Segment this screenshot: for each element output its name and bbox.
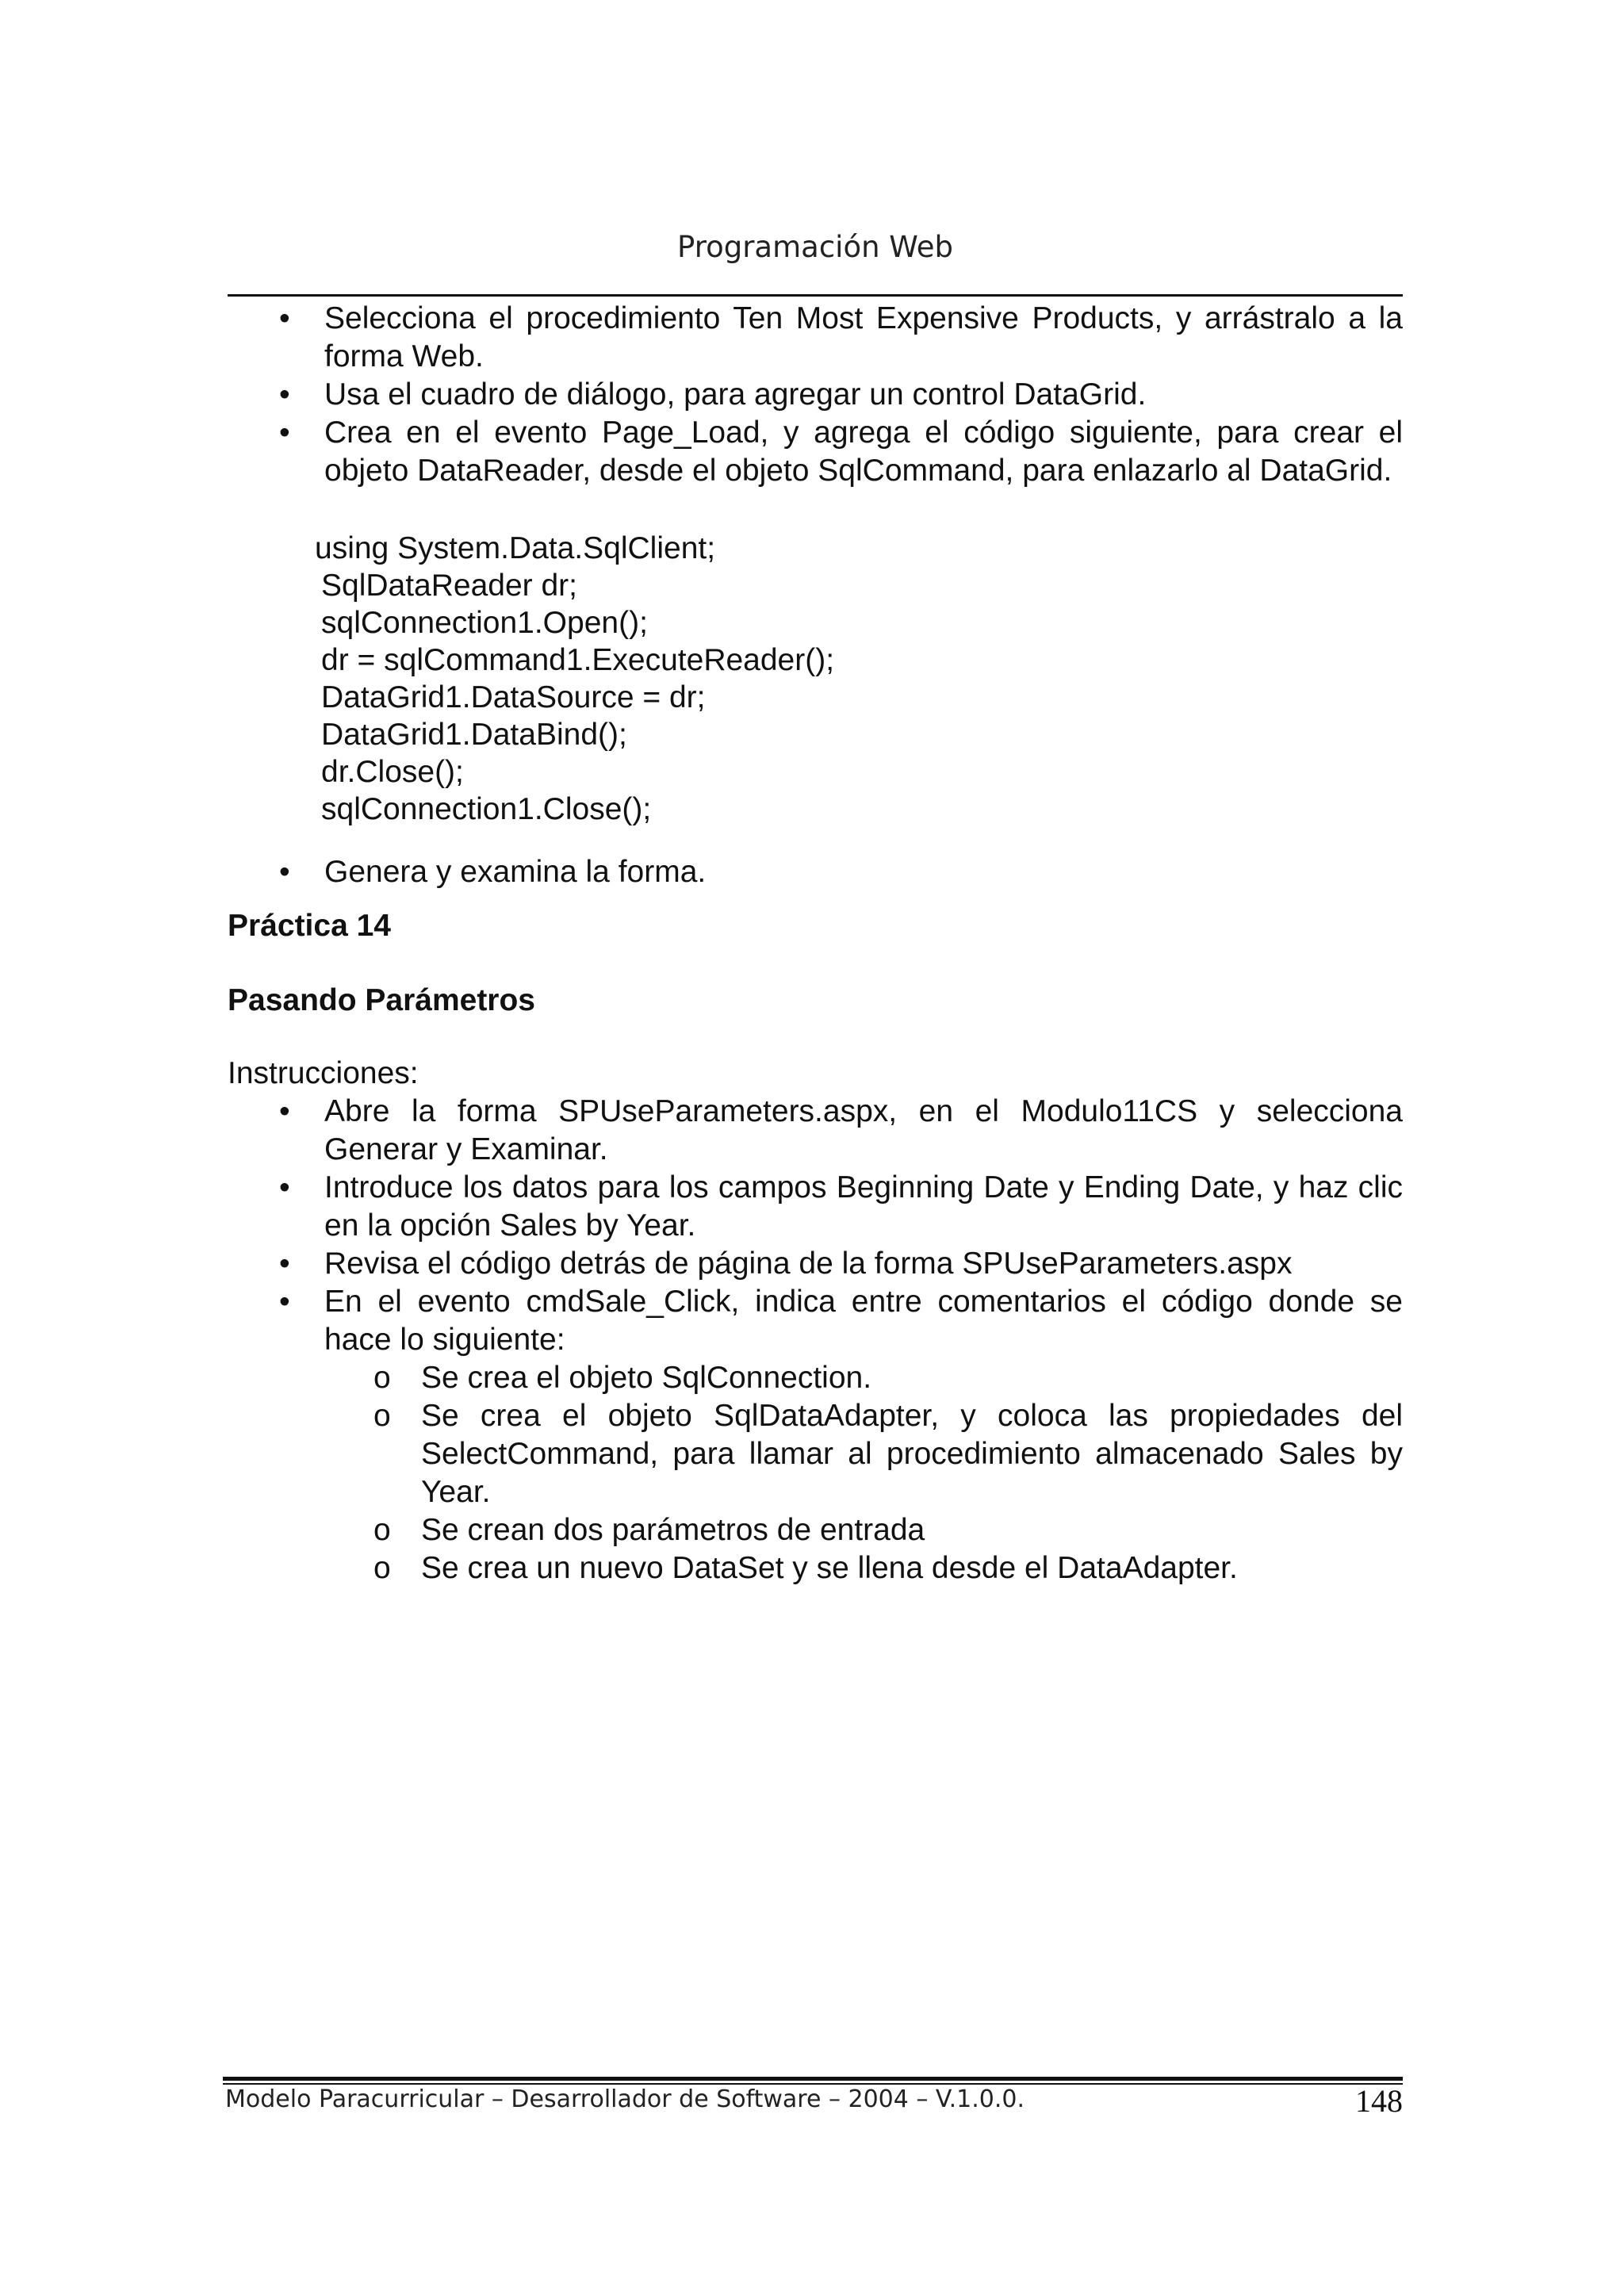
page-body — [228, 300, 1403, 1587]
sub-list-item — [228, 1397, 1403, 1511]
code-line: sqlConnection1.Open(); — [321, 606, 648, 640]
code-line: DataGrid1.DataSource = dr; — [321, 680, 706, 714]
bullet-icon: • — [279, 416, 290, 450]
bullet-icon: • — [279, 1170, 290, 1204]
list-item-text: Introduce los datos para los campos Beginning Date y Ending Date, y haz clic en la opción Sales by Year. — [324, 1170, 1403, 1243]
page-header-title: Programación Web — [677, 230, 953, 264]
page-number: 148 — [1355, 2083, 1403, 2119]
list-item-text: Selecciona el procedimiento Ten Most Expensive Products, y arrástralo a la forma Web. — [324, 301, 1403, 373]
circle-bullet-icon: o — [373, 1551, 391, 1585]
list-item-text: Revisa el código detrás de página de la forma SPUseParameters.aspx — [324, 1247, 1293, 1281]
code-line: dr = sqlCommand1.ExecuteReader(); — [321, 643, 835, 677]
sub-list-item-text: Se crea el objeto SqlConnection. — [421, 1361, 872, 1395]
practice-title: Práctica 14 — [228, 909, 391, 943]
bullet-icon: • — [279, 301, 290, 335]
list-item-text: Crea en el evento Page_Load, y agrega el código siguiente, para crear el objeto DataReader, desde el objeto SqlCommand, para enlazarlo al DataGrid. — [324, 416, 1403, 488]
list-item — [228, 853, 1403, 891]
list-item-text: Genera y examina la forma. — [324, 855, 707, 889]
bullet-icon: • — [279, 1285, 290, 1319]
sub-list — [228, 1359, 1403, 1587]
bullet-icon: • — [279, 855, 290, 889]
code-line: using System.Data.SqlClient; — [315, 531, 716, 565]
bullet-icon: • — [279, 1094, 290, 1128]
header-rule — [228, 294, 1403, 297]
bullet-icon: • — [279, 1247, 290, 1281]
bullet-list-after-code — [228, 853, 1403, 891]
sub-list-item — [228, 1511, 1403, 1549]
code-line: DataGrid1.DataBind(); — [321, 718, 627, 752]
instructions-label: Instrucciones: — [228, 1056, 419, 1090]
list-item — [228, 300, 1403, 376]
footer-text: Modelo Paracurricular – Desarrollador de Software – 2004 – V.1.0.0. — [225, 2085, 1025, 2113]
bullet-icon: • — [279, 377, 290, 412]
bullet-list-top — [228, 300, 1403, 490]
footer-rule-thick — [223, 2077, 1403, 2081]
sub-list-item — [228, 1549, 1403, 1587]
sub-list-item-text: Se crea el objeto SqlDataAdapter, y coloca las propiedades del SelectCommand, para llamar al procedimiento almacenado Sales by Year. — [421, 1399, 1403, 1509]
circle-bullet-icon: o — [373, 1399, 391, 1433]
practice-subtitle: Pasando Parámetros — [228, 983, 536, 1017]
list-item-text: Usa el cuadro de diálogo, para agregar un control DataGrid. — [324, 377, 1147, 412]
circle-bullet-icon: o — [373, 1361, 391, 1395]
list-item — [228, 1093, 1403, 1169]
list-item — [228, 376, 1403, 414]
code-line: SqlDataReader dr; — [321, 569, 578, 603]
list-item — [228, 414, 1403, 490]
sub-list-item-text: Se crean dos parámetros de entrada — [421, 1513, 925, 1547]
list-item — [228, 1283, 1403, 1587]
sub-list-item-text: Se crea un nuevo DataSet y se llena desde el DataAdapter. — [421, 1551, 1238, 1585]
list-item-text: Abre la forma SPUseParameters.aspx, en el Modulo11CS y selecciona Generar y Examinar. — [324, 1094, 1403, 1166]
list-item — [228, 1245, 1403, 1283]
code-line: sqlConnection1.Close(); — [321, 792, 652, 826]
circle-bullet-icon: o — [373, 1513, 391, 1547]
list-item-text: En el evento cmdSale_Click, indica entre comentarios el código donde se hace lo siguiente: — [324, 1285, 1403, 1357]
sub-list-item — [228, 1359, 1403, 1397]
bullet-list-instructions — [228, 1093, 1403, 1587]
code-line: dr.Close(); — [321, 755, 464, 789]
list-item — [228, 1169, 1403, 1245]
code-block — [228, 530, 1403, 828]
footer-rule-thin — [223, 2083, 1403, 2085]
